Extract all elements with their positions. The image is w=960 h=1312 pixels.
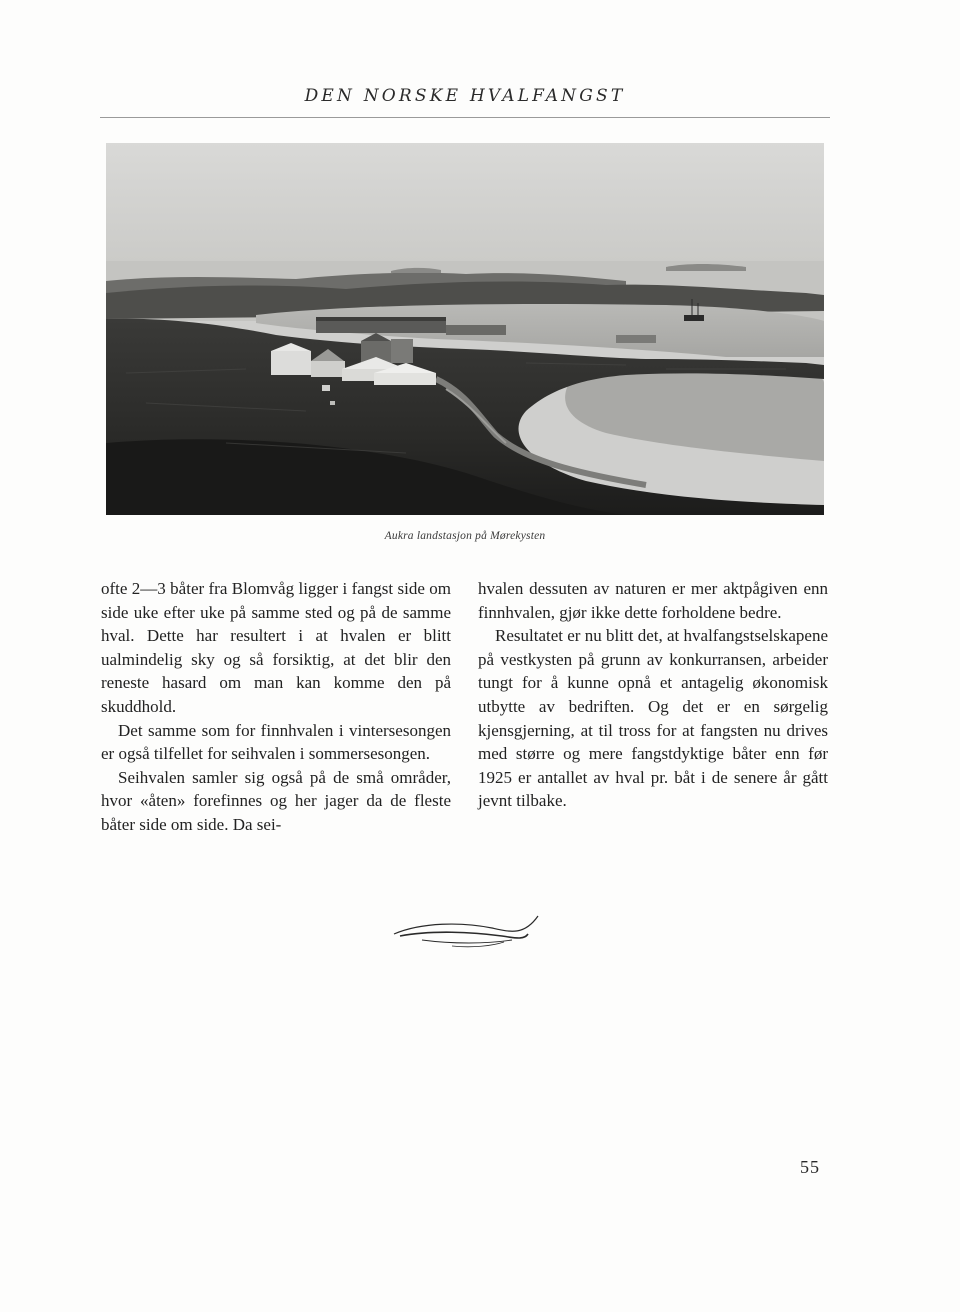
paragraph: ofte 2—3 båter fra Blomvåg ligger i fangst side om side uke efter uke på samme sted og på de samme hval. Dette har resultert i at hvalen er blitt ualmindelig sky og så forsiktig, at det blir den reneste hasard om man kan komme den på skuddhold. xyxy=(101,579,451,716)
running-head: DEN NORSKE HVALFANGST xyxy=(304,86,626,106)
header-rule xyxy=(100,117,830,118)
paragraph: hvalen dessuten av naturen er mer aktpågiven enn finnhvalen, gjør ikke dette forholdene bedre. xyxy=(478,579,828,622)
photo-caption: Aukra landstasjon på Mørekysten xyxy=(384,530,546,542)
landscape-photograph xyxy=(106,143,824,515)
text-column-left xyxy=(101,577,451,837)
paragraph: Resultatet er nu blitt det, at hvalfangstselskapene på vestkysten på grunn av konkurransen, arbeider tungt for å kunne opnå et antagelig økonomisk utbytte av bedriften. Og det er en sørgelig kjensgjerning, at til tross for at fangsten nu drives med større og mere fangstdyktige båter enn før 1925 er antallet av hval pr. båt i de senere år gått jevnt tilbake. xyxy=(478,626,828,811)
page-number: 55 xyxy=(800,1157,820,1177)
paragraph: Seihvalen samler sig også på de små områder, hvor «åten» forefinnes og her jager da de fleste båter side om side. Da sei- xyxy=(101,767,451,834)
text-column-right xyxy=(478,577,828,813)
decorative-flourish-icon xyxy=(392,910,540,954)
paragraph: Det samme som for finnhvalen i vintersesongen er også tilfellet for seihvalen i sommersesongen. xyxy=(101,720,451,764)
whaling-station-photo xyxy=(106,143,824,515)
